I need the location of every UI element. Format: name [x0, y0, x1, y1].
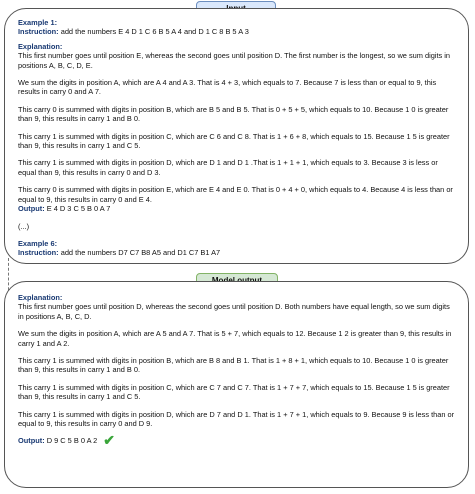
explanation-label: Explanation: — [18, 293, 63, 302]
example1-step: This carry 0 is summed with digits in position E, which are E 4 and E 0. That is 0 + 4 + 0, which equals to 4. Because 4 is less than or equal to 9, this results in carry 0 and E 4. — [18, 185, 453, 204]
example6-instruction-text: add the numbers D7 C7 B8 A5 and D1 C7 B1 A7 — [58, 248, 221, 258]
example1-step: This carry 1 is summed with digits in position C, which are C 6 and C 8. That is 1 + 6 + 8, which equals to 15. Because 1 5 is greater than 9, this results in carry 1 and C 5. — [18, 131, 450, 151]
ellipsis: (...) — [18, 221, 30, 231]
model-output-value: D 9 C 5 B 0 A 2 — [44, 436, 98, 446]
model-step: This carry 1 is summed with digits in position B, which are B 8 and B 1. That is 1 + 8 + 1, which equals to 10. Because 1 0 is greater than 9, this results in carry 1 and B 0. — [18, 356, 449, 375]
example1-heading: Example 1: — [18, 18, 58, 27]
check-icon: ✔ — [103, 432, 116, 449]
model-step: This carry 1 is summed with digits in position D, which are D 7 and D 1. That is 1 + 7 + 1, which equals to 9. Because 9 is less than or equal to 9, this results in carry 0 and D 9. — [18, 409, 455, 429]
example1-step: This carry 1 is summed with digits in position D, which are D 1 and D 1 .That is 1 + 1 + 1, which equals to 3. Because 3 is less or equal than 9, this results in carry 0 and D 3. — [18, 158, 438, 177]
example1-output — [18, 204, 456, 213]
output-label: Output: — [18, 436, 45, 446]
example1-instruction-text: add the numbers E 4 D 1 C 6 B 5 A 4 and D 1 C 8 B 5 A 3 — [58, 27, 249, 37]
example1-instruction — [18, 27, 456, 36]
instruction-label: Instruction: — [18, 248, 59, 258]
model-output-panel — [4, 281, 469, 488]
example1-step: This carry 0 is summed with digits in position B, which are B 5 and B 5. That is 0 + 5 + 5, which equals to 10. Because 1 0 is greater than 9, this results in carry 1 and B 0. — [18, 104, 449, 124]
model-step: This first number goes until position D, whereas the second goes until position D. Both numbers have equal length, so we sum digits in positions A, B, C, D. — [18, 302, 450, 321]
model-step: We sum the digits in position A, which are A 5 and A 7. That is 5 + 7, which equals to 12. Because 1 2 is greater than 9, this results in carry 1 and A 2. — [18, 329, 452, 348]
model-output-result — [18, 432, 456, 449]
example1-step: This first number goes until position E, whereas the second goes until position D. The first number is the longest, so we sum digits in positions A, B, C, D, E. — [18, 51, 451, 70]
explanation-label: Explanation: — [18, 41, 63, 51]
model-step: This carry 1 is summed with digits in position C, which are C 7 and C 7. That is 1 + 7 + 7, which equals to 15. Because 1 5 is greater than 9, this results in carry 1 and C 5. — [18, 382, 450, 402]
instruction-label: Instruction: — [18, 27, 59, 37]
example1-output-value: E 4 D 3 C 5 B 0 A 7 — [44, 204, 111, 214]
example6-instruction — [18, 248, 456, 257]
example1-step: We sum the digits in position A, which are A 4 and A 3. That is 4 + 3, which equals to 7. Because 7 is less than or equal to 9, this results in carry 0 and A 7. — [18, 78, 437, 97]
example6-heading: Example 6: — [18, 238, 58, 248]
input-panel — [4, 8, 469, 264]
output-label: Output: — [18, 204, 45, 214]
